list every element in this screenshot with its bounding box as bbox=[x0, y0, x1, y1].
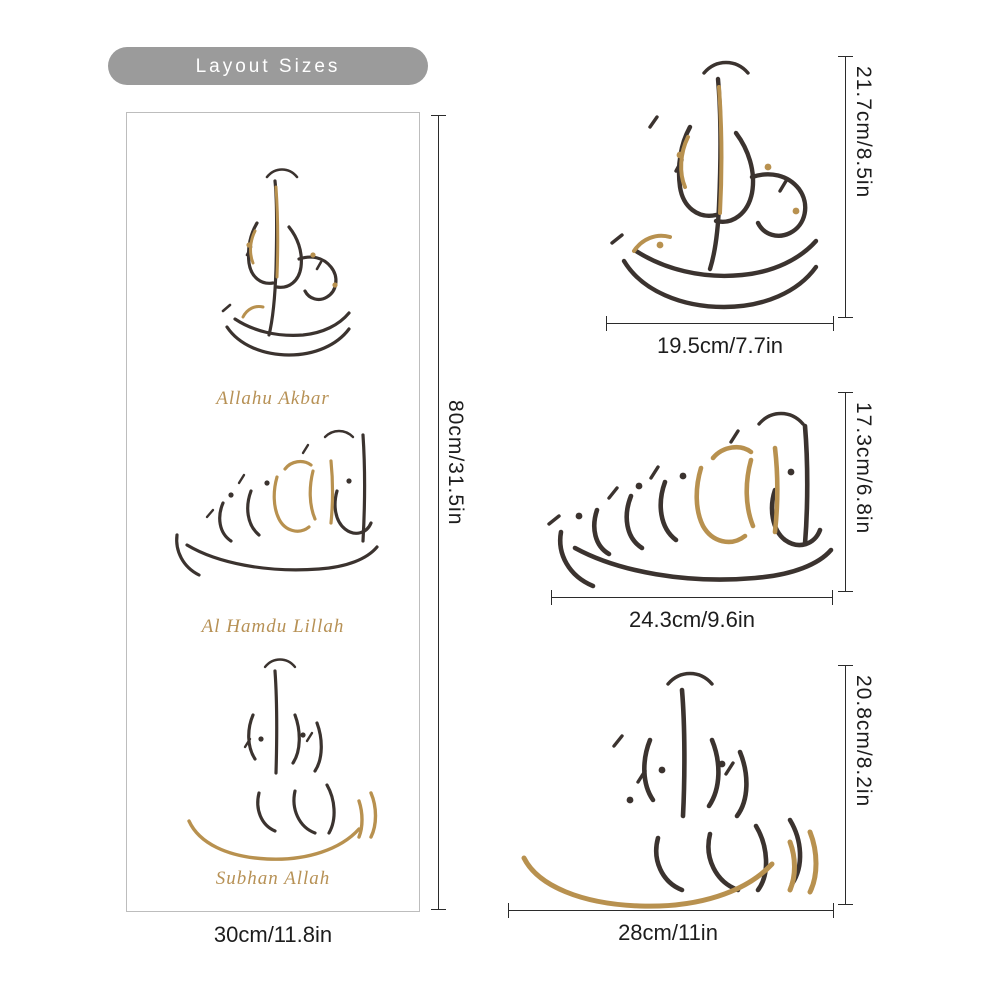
layout-preview-panel bbox=[126, 112, 420, 912]
subhan-allah-calligraphy-small bbox=[127, 643, 421, 873]
panel-height-label: 80cm/31.5in bbox=[444, 400, 467, 526]
specimen-allahu-akbar bbox=[590, 55, 840, 320]
allahu-akbar-calligraphy bbox=[590, 55, 840, 320]
specimen3-width-dimension-line bbox=[508, 910, 834, 911]
specimen3-height-dimension-line bbox=[845, 665, 846, 905]
specimen2-height-label: 17.3cm/6.8in bbox=[852, 402, 875, 535]
panel-item-transliteration: Al Hamdu Lillah bbox=[201, 616, 345, 637]
specimen1-height-label: 21.7cm/8.5in bbox=[852, 66, 875, 199]
panel-height-dimension-line bbox=[438, 115, 439, 910]
specimen2-height-dimension-line bbox=[845, 392, 846, 592]
panel-item-allahu-akbar bbox=[127, 159, 419, 410]
panel-item-transliteration: Allahu Akbar bbox=[216, 388, 330, 409]
al-hamdu-lillah-calligraphy-small bbox=[127, 395, 421, 615]
panel-item-al-hamdu-lillah bbox=[127, 395, 419, 638]
specimen3-height-label: 20.8cm/8.2in bbox=[852, 675, 875, 808]
specimen2-width-label: 24.3cm/9.6in bbox=[629, 607, 755, 632]
specimen-al-hamdu-lillah bbox=[535, 390, 845, 595]
specimen1-height-dimension-line bbox=[845, 56, 846, 318]
specimen3-width-label: 28cm/11in bbox=[618, 920, 718, 945]
layout-sizes-badge bbox=[108, 47, 428, 85]
specimen1-width-dimension-line bbox=[606, 323, 834, 324]
allahu-akbar-calligraphy-small bbox=[127, 159, 421, 389]
subhan-allah-calligraphy bbox=[490, 660, 845, 910]
specimen2-width-dimension-line bbox=[551, 597, 833, 598]
panel-item-transliteration: Subhan Allah bbox=[215, 868, 331, 889]
panel-item-subhan-allah bbox=[127, 643, 419, 890]
specimen-subhan-allah bbox=[490, 660, 845, 910]
al-hamdu-lillah-calligraphy bbox=[535, 390, 845, 595]
specimen1-width-label: 19.5cm/7.7in bbox=[657, 333, 783, 358]
layout-sizes-label: Layout Sizes bbox=[195, 56, 341, 77]
panel-width-label: 30cm/11.8in bbox=[213, 922, 333, 947]
